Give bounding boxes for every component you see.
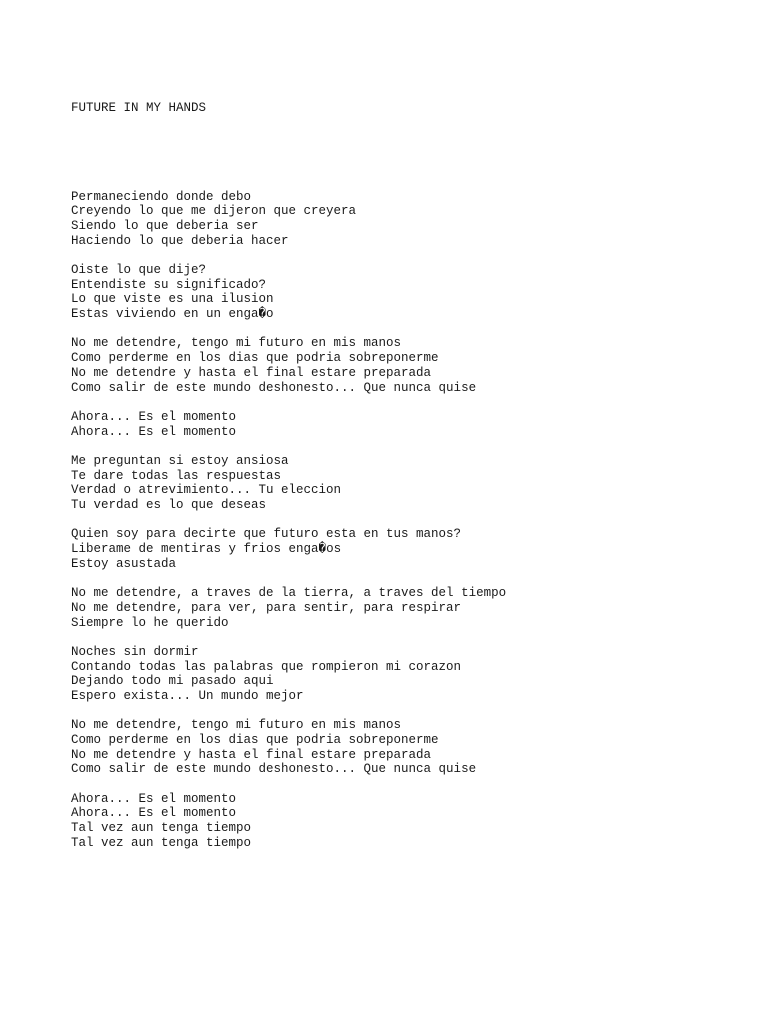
lyric-line: Estoy asustada [71,556,177,571]
stanza [71,190,506,249]
lyric-line: Tu verdad es lo que deseas [71,498,267,513]
lyric-line: Entendiste su significado? [71,277,267,292]
stanza [71,792,506,851]
lyric-line: Tal vez aun tenga tiempo [71,821,252,836]
stanza [71,336,506,395]
stanza-gap [71,704,506,719]
stanza-gap [71,571,506,586]
lyric-line: Permaneciendo donde debo [71,189,252,204]
lyric-line: Como salir de este mundo deshonesto... Que nunca quise [71,762,477,777]
lyric-line: Ahora... Es el momento [71,409,237,424]
lyric-line: Quien soy para decirte que futuro esta en tus manos? [71,527,462,542]
stanza-gap [71,395,506,410]
lyric-line: Ahora... Es el momento [71,424,237,439]
stanza [71,586,506,630]
stanza-gap [71,513,506,528]
lyric-line: Siendo lo que deberia ser [71,218,259,233]
lyric-line: Estas viviendo en un enga�o [71,307,274,322]
stanza [71,718,506,777]
lyric-line: Siempre lo he querido [71,615,229,630]
lyric-line: Verdad o atrevimiento... Tu eleccion [71,483,342,498]
lyric-line: No me detendre y hasta el final estare preparada [71,365,432,380]
lyric-line: Liberame de mentiras y frios enga�os [71,542,342,557]
lyric-line: Como salir de este mundo deshonesto... Que nunca quise [71,380,477,395]
lyric-line: Ahora... Es el momento [71,791,237,806]
stanzas-container [71,190,506,851]
stanza-gap [71,439,506,454]
lyric-line: Espero exista... Un mundo mejor [71,688,304,703]
lyric-line: Ahora... Es el momento [71,806,237,821]
stanza-gap [71,248,506,263]
lyric-line: Lo que viste es una ilusion [71,292,274,307]
stanza [71,645,506,704]
lyric-line: No me detendre y hasta el final estare preparada [71,747,432,762]
lyric-line: No me detendre, para ver, para sentir, para respirar [71,600,462,615]
stanza-gap [71,777,506,792]
lyric-line: Te dare todas las respuestas [71,468,282,483]
lyrics-text-block [71,72,506,880]
lyric-line: Dejando todo mi pasado aqui [71,674,274,689]
stanza-gap [71,630,506,645]
document-title: FUTURE IN MY HANDS [71,101,207,116]
lyric-line: No me detendre, a traves de la tierra, a traves del tiempo [71,586,507,601]
lyric-line: No me detendre, tengo mi futuro en mis manos [71,718,402,733]
lyric-line: Como perderme en los dias que podria sobreponerme [71,351,439,366]
stanza [71,527,506,571]
lyric-line: Como perderme en los dias que podria sobreponerme [71,733,439,748]
stanza [71,454,506,513]
lyric-line: Haciendo lo que deberia hacer [71,233,289,248]
lyric-line: Oiste lo que dije? [71,263,207,278]
lyric-line: Contando todas las palabras que rompieron mi corazon [71,659,462,674]
lyric-line: Creyendo lo que me dijeron que creyera [71,204,357,219]
lyric-line: No me detendre, tengo mi futuro en mis manos [71,336,402,351]
stanza-gap [71,322,506,337]
stanza [71,410,506,439]
lyric-line: Me preguntan si estoy ansiosa [71,453,289,468]
stanza-gap [71,146,506,161]
stanza [71,263,506,322]
lyric-line: Noches sin dormir [71,644,199,659]
lyric-line: Tal vez aun tenga tiempo [71,835,252,850]
